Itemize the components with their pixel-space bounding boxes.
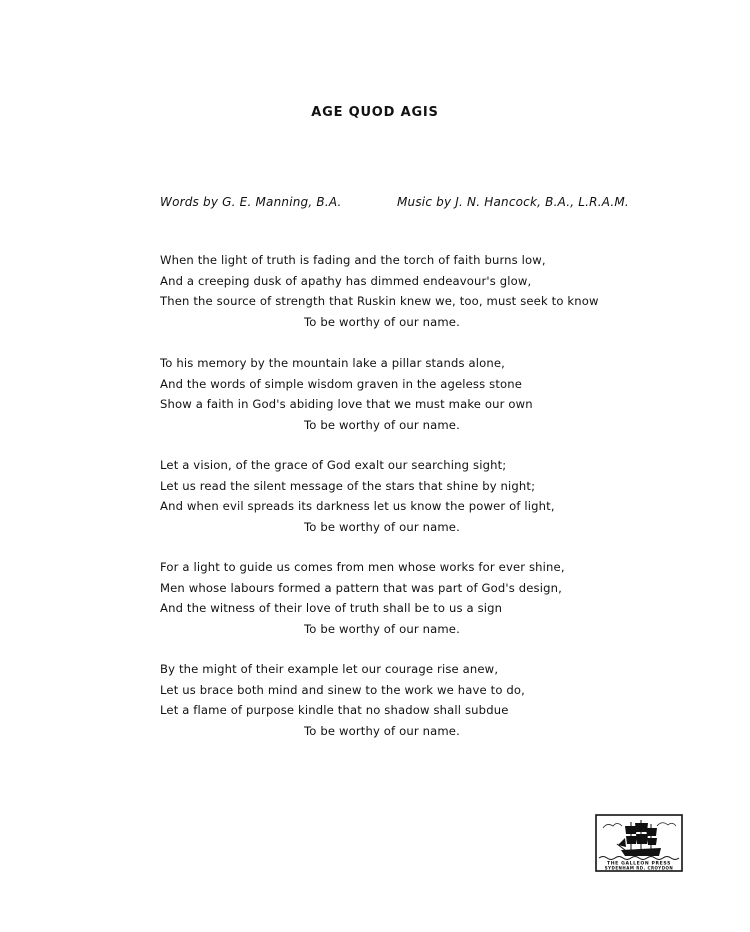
composer-credit: Music by J. N. Hancock, B.A., L.R.A.M. [397,195,629,209]
verse-line: And when evil spreads its darkness let us know the power of light, [160,499,555,514]
refrain-line: To be worthy of our name. [304,622,460,637]
page-title: AGE QUOD AGIS [311,105,439,120]
stanza-4 [160,557,600,640]
stanza-3 [160,455,600,538]
verse-line: For a light to guide us comes from men whose works for ever shine, [160,560,565,574]
galleon-press-logo [595,814,683,872]
stanza-2 [160,353,600,436]
stamp-text-line1: THE GALLEON PRESS [606,861,672,867]
verse-line: And the words of simple wisdom graven in the ageless stone [160,376,523,391]
verse-line: When the light of truth is fading and the torch of faith burns low, [160,253,546,267]
verse-line: And the witness of their love of truth shall be to us a sign [160,601,503,616]
verse-line: Let us brace both mind and sinew to the work we have to do, [160,682,525,697]
stanza-5 [160,659,600,742]
verse-line: Then the source of strength that Ruskin knew we, too, must seek to know [160,294,599,309]
refrain-line: To be worthy of our name. [304,520,460,535]
verse-line: Let a vision, of the grace of God exalt our searching sight; [160,458,507,472]
refrain-line: To be worthy of our name. [304,724,460,739]
verse-line: Show a faith in God's abiding love that we must make our own [160,397,533,412]
verse-line: To his memory by the mountain lake a pillar stands alone, [160,356,505,370]
stamp-text-line2: SYDENHAM RD. CROYDON [604,865,674,871]
verse-line: Men whose labours formed a pattern that was part of God's design, [160,580,562,595]
verse-line: Let a flame of purpose kindle that no shadow shall subdue [160,703,509,718]
refrain-line: To be worthy of our name. [304,315,460,330]
verse-line: Let us read the silent message of the stars that shine by night; [160,478,536,493]
verse-line: And a creeping dusk of apathy has dimmed endeavour's glow, [160,273,532,288]
stanza-1 [160,250,600,333]
lyricist-credit: Words by G. E. Manning, B.A. [160,195,342,209]
verse-line: By the might of their example let our courage rise anew, [160,662,499,676]
refrain-line: To be worthy of our name. [304,418,460,433]
